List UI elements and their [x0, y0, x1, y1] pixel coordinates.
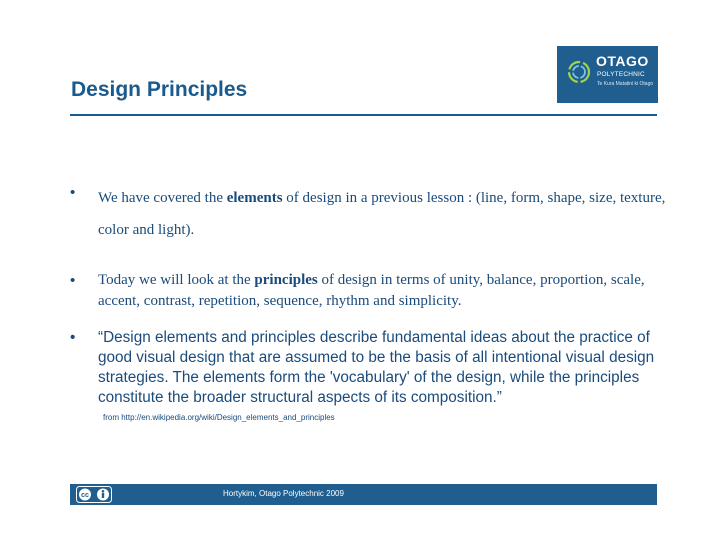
bullet-bold-term: principles — [254, 272, 318, 288]
bullet-list — [70, 182, 670, 424]
logo-tagline: Te Kura Matatini ki Otago — [597, 81, 654, 87]
bullet-text-after: of design in a previous lesson : (line, form, shape, size, texture, color and light). — [98, 190, 666, 238]
bullet-item — [70, 270, 670, 312]
footer-text: Hortykim, Otago Polytechnic 2009 — [223, 489, 344, 498]
bullet-item — [70, 328, 670, 424]
bullet-item — [70, 182, 670, 246]
bullet-text-before: We have covered the — [98, 190, 227, 206]
cc-label: cc — [81, 492, 89, 499]
title-divider — [70, 114, 657, 116]
quote-text: “Design elements and principles describe fundamental ideas about the practice of good visual design that are assumed to be the basis of all intentional visual design strategies. The elements form the 'vocabulary' of the design, while the principles constitute the broader structural aspects of its composition.” — [98, 329, 655, 406]
otago-polytechnic-logo — [557, 46, 658, 103]
slide-title: Design Principles — [71, 78, 248, 101]
bullet-text-after: of design in terms of unity, balance, proportion, scale, accent, contrast, repetition, sequence, rhythm and simplicity. — [98, 272, 645, 309]
bullet-bold-term: elements — [226, 190, 283, 206]
bullet-dot: • — [70, 329, 76, 346]
logo-ring-icon — [566, 59, 592, 85]
bullet-dot: • — [70, 272, 76, 289]
footer-bar — [70, 484, 657, 505]
bullet-dot: • — [70, 184, 76, 201]
logo-subtitle: POLYTECHNIC — [597, 71, 645, 78]
bullet-text-before: Today we will look at the — [98, 272, 255, 288]
quote-source: from http://en.wikipedia.org/wiki/Design_elements_and_principles — [103, 413, 335, 422]
logo-name: OTAGO — [596, 53, 649, 69]
creative-commons-attribution-icon — [76, 486, 112, 503]
